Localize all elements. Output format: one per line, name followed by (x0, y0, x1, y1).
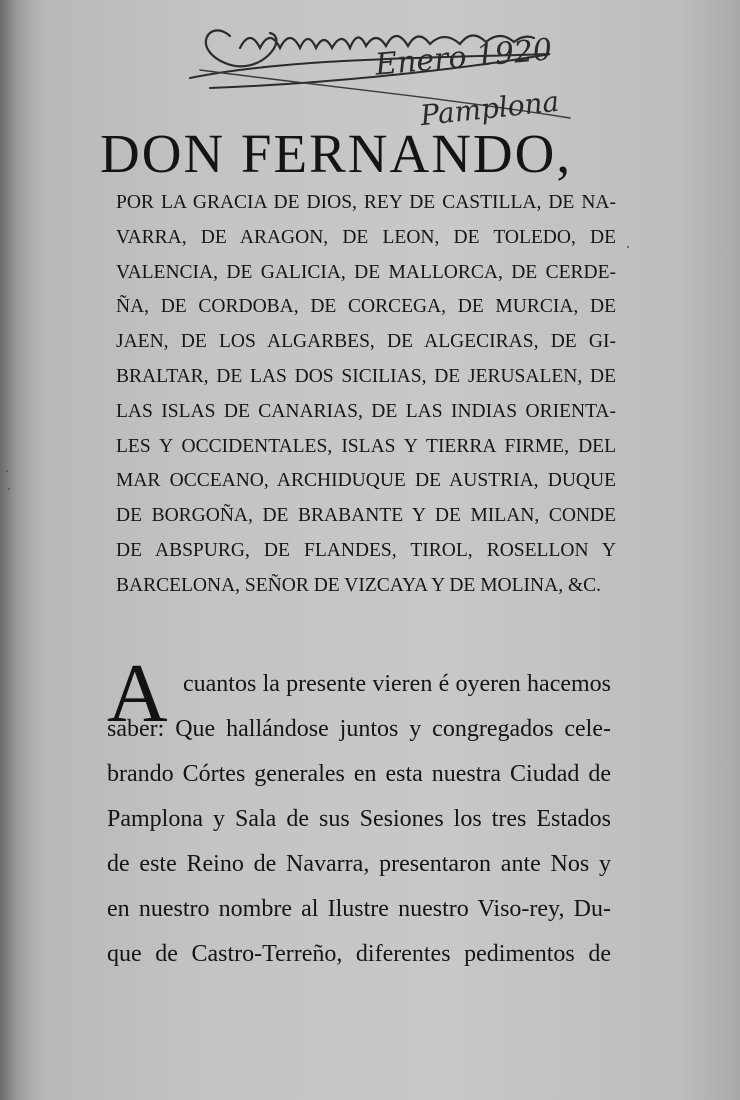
handwritten-place: Pamplona (418, 84, 561, 133)
binding-gutter (0, 0, 28, 1100)
titles-line: VALENCIA, DE GALICIA, DE MALLORCA, DE CERDE- (116, 261, 616, 283)
paper-speck (8, 488, 10, 490)
document-title: DON FERNANDO, (100, 123, 573, 184)
paper-speck (627, 246, 629, 248)
paper-speck (6, 470, 8, 472)
handwritten-date: Enero 1920 (373, 32, 554, 83)
body-line: saber: Que hallándose juntos y congregados cele- (107, 716, 611, 742)
titles-line: VARRA, DE ARAGON, DE LEON, DE TOLEDO, DE (116, 226, 616, 248)
drop-cap: A (107, 647, 168, 740)
body-line: Pamplona y Sala de sus Sesiones los tres Estados (107, 806, 611, 832)
titles-line: ÑA, DE CORDOBA, DE CORCEGA, DE MURCIA, DE (116, 296, 616, 318)
titles-line: DE ABSPURG, DE FLANDES, TIROL, ROSELLON Y (116, 539, 616, 561)
body-line: cuantos la presente vieren é oyeren hacemos (183, 671, 611, 697)
royal-titles-block (116, 186, 616, 604)
body-line: de este Reino de Navarra, presentaron ante Nos y (107, 851, 611, 877)
titles-line: POR LA GRACIA DE DIOS, REY DE CASTILLA, DE NA- (116, 192, 616, 213)
body-paragraph (107, 662, 611, 977)
titles-line: MAR OCCEANO, ARCHIDUQUE DE AUSTRIA, DUQUE (116, 470, 616, 492)
titles-line: BARCELONA, SEÑOR DE VIZCAYA Y DE MOLINA, &C. (116, 574, 601, 596)
titles-line: JAEN, DE LOS ALGARBES, DE ALGECIRAS, DE GI- (116, 331, 616, 353)
titles-line: DE BORGOÑA, DE BRABANTE Y DE MILAN, CONDE (116, 505, 616, 527)
body-line: brando Córtes generales en esta nuestra Ciudad de (107, 761, 611, 787)
body-line: que de Castro-Terreño, diferentes pedimentos de (107, 941, 611, 967)
titles-line: BRALTAR, DE LAS DOS SICILIAS, DE JERUSALEN, DE (116, 365, 616, 387)
body-line: en nuestro nombre al Ilustre nuestro Viso-rey, Du- (107, 896, 611, 922)
titles-line: LES Y OCCIDENTALES, ISLAS Y TIERRA FIRME, DEL (116, 435, 616, 457)
titles-line: LAS ISLAS DE CANARIAS, DE LAS INDIAS ORIENTA- (116, 400, 616, 422)
